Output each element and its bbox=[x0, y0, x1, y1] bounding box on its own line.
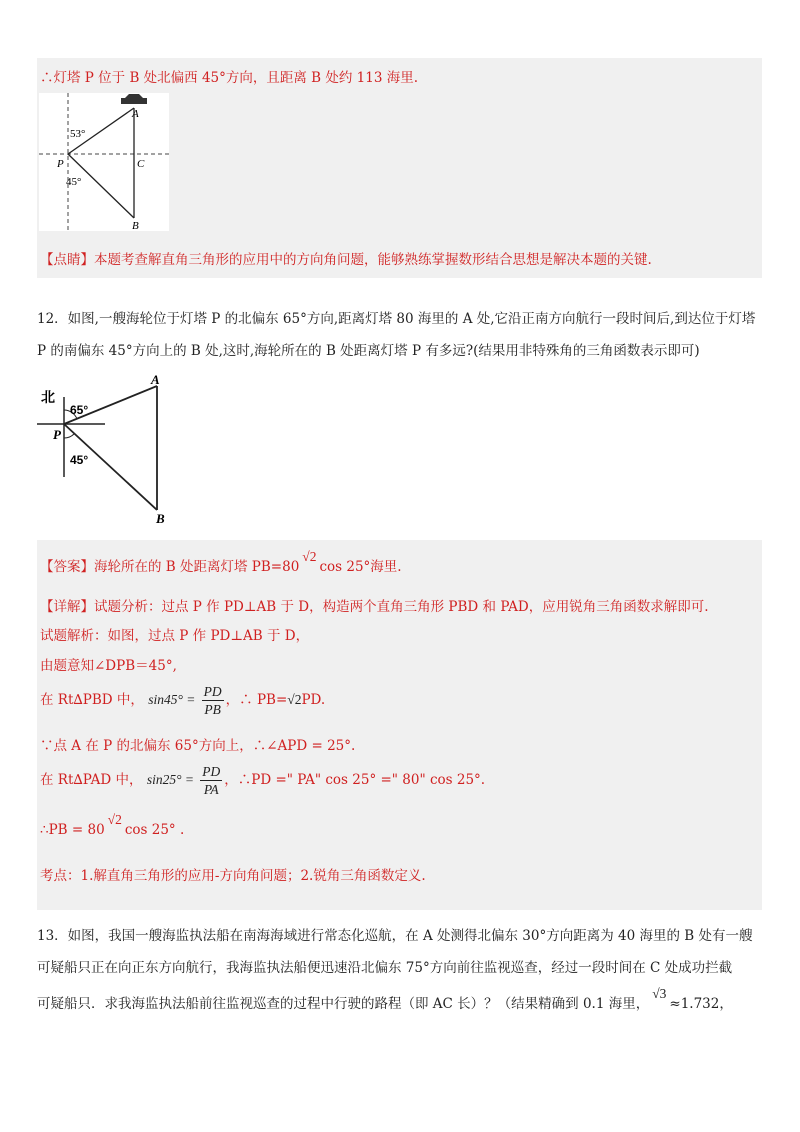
sqrt2-symbol: √2 bbox=[287, 692, 302, 707]
q12-detail bbox=[40, 595, 709, 615]
fraction-pd-pa bbox=[200, 763, 222, 798]
sqrt3-symbol: √3 bbox=[652, 986, 667, 1001]
q11-label-B: B bbox=[132, 220, 139, 231]
q11-figure bbox=[39, 93, 169, 231]
comment-tag: 【点睛】 bbox=[40, 252, 94, 268]
q12-question-line2: P 的南偏东 45°方向上的 B 处,这时,海轮所在的 B 处距离灯塔 P 有多远?(结果用非特殊角的三角函数表示即可) bbox=[37, 343, 700, 359]
solution-3-prefix: 在 Rt∆PBD 中， bbox=[40, 692, 144, 708]
answer-tag: 【答案】 bbox=[40, 559, 94, 575]
sqrt2-symbol: √2 bbox=[302, 549, 317, 564]
q12-solution-1: 试题解析：如图，过点 P 作 PD⊥AB 于 D， bbox=[40, 628, 310, 644]
q13-question-line3 bbox=[37, 986, 733, 1012]
fraction-pd-pb bbox=[202, 683, 224, 718]
q13-line3-text: 可疑船只．求我海监执法船前往监视巡查的过程中行驶的路程（即 AC 长）？（结果精确到 0.1 海里， bbox=[37, 996, 650, 1012]
q11-comment bbox=[40, 248, 652, 268]
q11-label-C: C bbox=[137, 158, 145, 170]
detail-tag: 【详解】 bbox=[40, 599, 94, 615]
q11-label-P: P bbox=[57, 158, 64, 170]
q12-angle-65: 65° bbox=[70, 403, 89, 417]
q11-label-A: A bbox=[132, 108, 139, 120]
q13-approx-value: ≈1.732， bbox=[669, 996, 733, 1012]
q12-solution-2: 由题意知∠DPB＝45°, bbox=[40, 658, 177, 674]
q12-north-label: 北 bbox=[41, 390, 55, 406]
detail-text: 试题分析：过点 P 作 PD⊥AB 于 D，构造两个直角三角形 PBD 和 PAD，应用锐角三角函数求解即可. bbox=[94, 599, 709, 615]
q12-solution-6 bbox=[40, 812, 185, 838]
answer-unit: cos 25°海里. bbox=[319, 559, 402, 575]
solution-3-suffix: PD. bbox=[301, 692, 326, 708]
q11-angle-53: 53° bbox=[70, 128, 86, 140]
q13-question-line1: 13．如图，我国一艘海监执法船在南海海域进行常态化巡航，在 A 处测得北偏东 30°方向距离为 40 海里的 B 处有一艘 bbox=[37, 928, 753, 944]
answer-text: 海轮所在的 B 处距离灯塔 PB=80 bbox=[94, 559, 300, 575]
q12-label-A: A bbox=[151, 372, 160, 387]
q13-question-line2: 可疑船只正在向正东方向航行，我海监执法船便迅速沿北偏东 75°方向前往监视巡查，经过一段时间在 C 处成功拦截 bbox=[37, 960, 733, 976]
q12-angle-45: 45° bbox=[70, 453, 89, 467]
solution-6-prefix: ∴PB = 80 bbox=[40, 822, 105, 838]
q12-solution-4: ∵点 A 在 P 的北偏东 65°方向上，∴∠APD = 25°. bbox=[40, 738, 356, 754]
sin45-expr: sin45° = bbox=[148, 692, 196, 707]
solution-5-suffix: ，∴PD =" PA" cos 25° =" 80" cos 25°. bbox=[224, 772, 486, 788]
q12-solution-3 bbox=[40, 680, 325, 720]
fraction-denominator: PA bbox=[203, 782, 219, 797]
comment-text: 本题考查解直角三角形的应用中的方向角问题，能够熟练掌握数形结合思想是解决本题的关键. bbox=[94, 252, 652, 268]
q11-conclusion: ∴灯塔 P 位于 B 处北偏西 45°方向，且距离 B 处约 113 海里. bbox=[40, 70, 419, 86]
q12-label-B: B bbox=[156, 511, 165, 526]
sqrt2-symbol: √2 bbox=[107, 812, 122, 827]
q12-label-P: P bbox=[53, 427, 61, 442]
q12-solution-5 bbox=[40, 760, 485, 800]
q12-knowledge-points: 考点：1.解直角三角形的应用-方向角问题；2.锐角三角函数定义. bbox=[40, 868, 426, 884]
fraction-numerator: PD bbox=[202, 764, 221, 779]
q11-angle-45: 45° bbox=[66, 176, 82, 188]
solution-6-suffix: cos 25° . bbox=[124, 822, 185, 838]
solution-3-mid: ，∴ PB= bbox=[225, 692, 288, 708]
q12-figure bbox=[37, 372, 182, 527]
solution-5-prefix: 在 Rt∆PAD 中， bbox=[40, 772, 143, 788]
fraction-denominator: PB bbox=[204, 702, 221, 717]
fraction-numerator: PD bbox=[203, 684, 222, 699]
sin25-expr: sin25° = bbox=[146, 772, 194, 787]
q12-answer bbox=[40, 549, 402, 575]
q12-question-line1: 12．如图,一艘海轮位于灯塔 P 的北偏东 65°方向,距离灯塔 80 海里的 A 处,它沿正南方向航行一段时间后,到达位于灯塔 bbox=[37, 311, 756, 327]
